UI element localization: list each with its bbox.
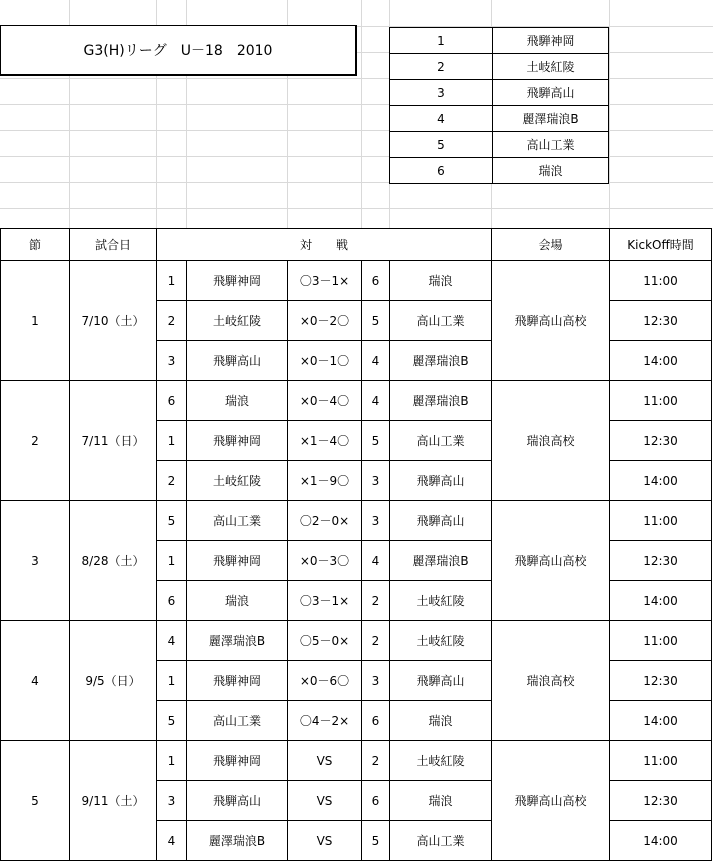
away-team-number: 6 [362, 701, 390, 741]
home-team-number: 1 [157, 741, 187, 781]
round-number: 3 [1, 501, 70, 621]
home-team-name: 土岐紅陵 [187, 301, 288, 341]
match-score: VS [288, 821, 362, 861]
kickoff-time: 14:00 [610, 581, 712, 621]
match-score: 〇3－1× [288, 581, 362, 621]
away-team-name: 麗澤瑞浪B [390, 381, 492, 421]
home-team-number: 3 [157, 341, 187, 381]
kickoff-time: 14:00 [610, 461, 712, 501]
match-row [1, 501, 712, 541]
match-score: 〇4－2× [288, 701, 362, 741]
kickoff-time: 11:00 [610, 501, 712, 541]
header-matchup: 対 戦 [157, 229, 492, 261]
match-date: 7/10（土） [70, 261, 157, 381]
team-row [390, 132, 609, 158]
home-team-name: 瑞浪 [187, 581, 288, 621]
match-score: VS [288, 741, 362, 781]
home-team-name: 飛騨神岡 [187, 421, 288, 461]
venue: 飛騨高山高校 [492, 741, 610, 861]
away-team-name: 瑞浪 [390, 781, 492, 821]
kickoff-time: 14:00 [610, 341, 712, 381]
away-team-name: 土岐紅陵 [390, 621, 492, 661]
away-team-name: 飛騨高山 [390, 501, 492, 541]
home-team-number: 1 [157, 661, 187, 701]
schedule-header-row [1, 229, 712, 261]
home-team-number: 2 [157, 461, 187, 501]
team-row [390, 54, 609, 80]
team-number: 2 [390, 54, 493, 80]
match-row [1, 261, 712, 301]
home-team-number: 2 [157, 301, 187, 341]
team-name: 瑞浪 [493, 158, 609, 184]
away-team-name: 麗澤瑞浪B [390, 541, 492, 581]
away-team-number: 2 [362, 581, 390, 621]
team-number: 5 [390, 132, 493, 158]
away-team-number: 5 [362, 301, 390, 341]
home-team-number: 1 [157, 541, 187, 581]
header-date: 試合日 [70, 229, 157, 261]
venue: 飛騨高山高校 [492, 501, 610, 621]
kickoff-time: 11:00 [610, 261, 712, 301]
away-team-number: 4 [362, 341, 390, 381]
kickoff-time: 14:00 [610, 701, 712, 741]
away-team-number: 5 [362, 821, 390, 861]
match-date: 9/11（土） [70, 741, 157, 861]
home-team-name: 飛騨神岡 [187, 741, 288, 781]
team-number: 6 [390, 158, 493, 184]
match-date: 9/5（日） [70, 621, 157, 741]
match-date: 7/11（日） [70, 381, 157, 501]
away-team-name: 土岐紅陵 [390, 581, 492, 621]
team-number: 3 [390, 80, 493, 106]
away-team-number: 3 [362, 661, 390, 701]
venue: 瑞浪高校 [492, 381, 610, 501]
kickoff-time: 11:00 [610, 621, 712, 661]
away-team-name: 瑞浪 [390, 261, 492, 301]
header-venue: 会場 [492, 229, 610, 261]
team-number: 4 [390, 106, 493, 132]
away-team-name: 高山工業 [390, 301, 492, 341]
match-score: 〇3－1× [288, 261, 362, 301]
away-team-number: 3 [362, 501, 390, 541]
home-team-name: 高山工業 [187, 501, 288, 541]
home-team-name: 瑞浪 [187, 381, 288, 421]
home-team-number: 6 [157, 381, 187, 421]
home-team-name: 土岐紅陵 [187, 461, 288, 501]
home-team-name: 麗澤瑞浪B [187, 821, 288, 861]
kickoff-time: 11:00 [610, 741, 712, 781]
match-score: 〇5－0× [288, 621, 362, 661]
round-number: 5 [1, 741, 70, 861]
kickoff-time: 12:30 [610, 541, 712, 581]
match-row [1, 381, 712, 421]
team-row [390, 106, 609, 132]
match-score: ×0－6〇 [288, 661, 362, 701]
header-kickoff: KickOff時間 [610, 229, 712, 261]
home-team-number: 5 [157, 701, 187, 741]
match-score: ×0－2〇 [288, 301, 362, 341]
match-score: VS [288, 781, 362, 821]
away-team-name: 麗澤瑞浪B [390, 341, 492, 381]
home-team-number: 5 [157, 501, 187, 541]
kickoff-time: 12:30 [610, 661, 712, 701]
team-number: 1 [390, 28, 493, 54]
team-name: 麗澤瑞浪B [493, 106, 609, 132]
home-team-name: 飛騨神岡 [187, 261, 288, 301]
kickoff-time: 12:30 [610, 421, 712, 461]
away-team-number: 6 [362, 781, 390, 821]
team-row [390, 80, 609, 106]
match-row [1, 621, 712, 661]
match-score: ×1－9〇 [288, 461, 362, 501]
away-team-name: 瑞浪 [390, 701, 492, 741]
team-name: 土岐紅陵 [493, 54, 609, 80]
away-team-name: 土岐紅陵 [390, 741, 492, 781]
kickoff-time: 12:30 [610, 301, 712, 341]
team-name: 飛騨高山 [493, 80, 609, 106]
match-score: ×0－4〇 [288, 381, 362, 421]
home-team-number: 6 [157, 581, 187, 621]
team-list [389, 27, 609, 184]
match-row [1, 741, 712, 781]
team-row [390, 158, 609, 184]
kickoff-time: 12:30 [610, 781, 712, 821]
away-team-name: 高山工業 [390, 821, 492, 861]
away-team-name: 飛騨高山 [390, 461, 492, 501]
home-team-number: 1 [157, 421, 187, 461]
venue: 瑞浪高校 [492, 621, 610, 741]
away-team-number: 4 [362, 381, 390, 421]
team-row [390, 28, 609, 54]
home-team-name: 飛騨高山 [187, 341, 288, 381]
home-team-name: 麗澤瑞浪B [187, 621, 288, 661]
match-date: 8/28（土） [70, 501, 157, 621]
away-team-name: 飛騨高山 [390, 661, 492, 701]
round-number: 1 [1, 261, 70, 381]
away-team-number: 2 [362, 621, 390, 661]
home-team-number: 1 [157, 261, 187, 301]
header-round: 節 [1, 229, 70, 261]
round-number: 4 [1, 621, 70, 741]
home-team-name: 飛騨高山 [187, 781, 288, 821]
away-team-number: 2 [362, 741, 390, 781]
home-team-name: 飛騨神岡 [187, 661, 288, 701]
match-score: ×0－1〇 [288, 341, 362, 381]
home-team-name: 高山工業 [187, 701, 288, 741]
home-team-name: 飛騨神岡 [187, 541, 288, 581]
away-team-number: 5 [362, 421, 390, 461]
venue: 飛騨高山高校 [492, 261, 610, 381]
away-team-number: 3 [362, 461, 390, 501]
team-name: 高山工業 [493, 132, 609, 158]
match-score: ×0－3〇 [288, 541, 362, 581]
kickoff-time: 14:00 [610, 821, 712, 861]
team-name: 飛騨神岡 [493, 28, 609, 54]
away-team-number: 6 [362, 261, 390, 301]
home-team-number: 4 [157, 821, 187, 861]
kickoff-time: 11:00 [610, 381, 712, 421]
home-team-number: 4 [157, 621, 187, 661]
home-team-number: 3 [157, 781, 187, 821]
schedule-table [0, 228, 712, 861]
match-score: ×1－4〇 [288, 421, 362, 461]
away-team-name: 高山工業 [390, 421, 492, 461]
away-team-number: 4 [362, 541, 390, 581]
match-score: 〇2－0× [288, 501, 362, 541]
page-title: G3(H)リーグ U－18 2010 [0, 25, 357, 76]
round-number: 2 [1, 381, 70, 501]
